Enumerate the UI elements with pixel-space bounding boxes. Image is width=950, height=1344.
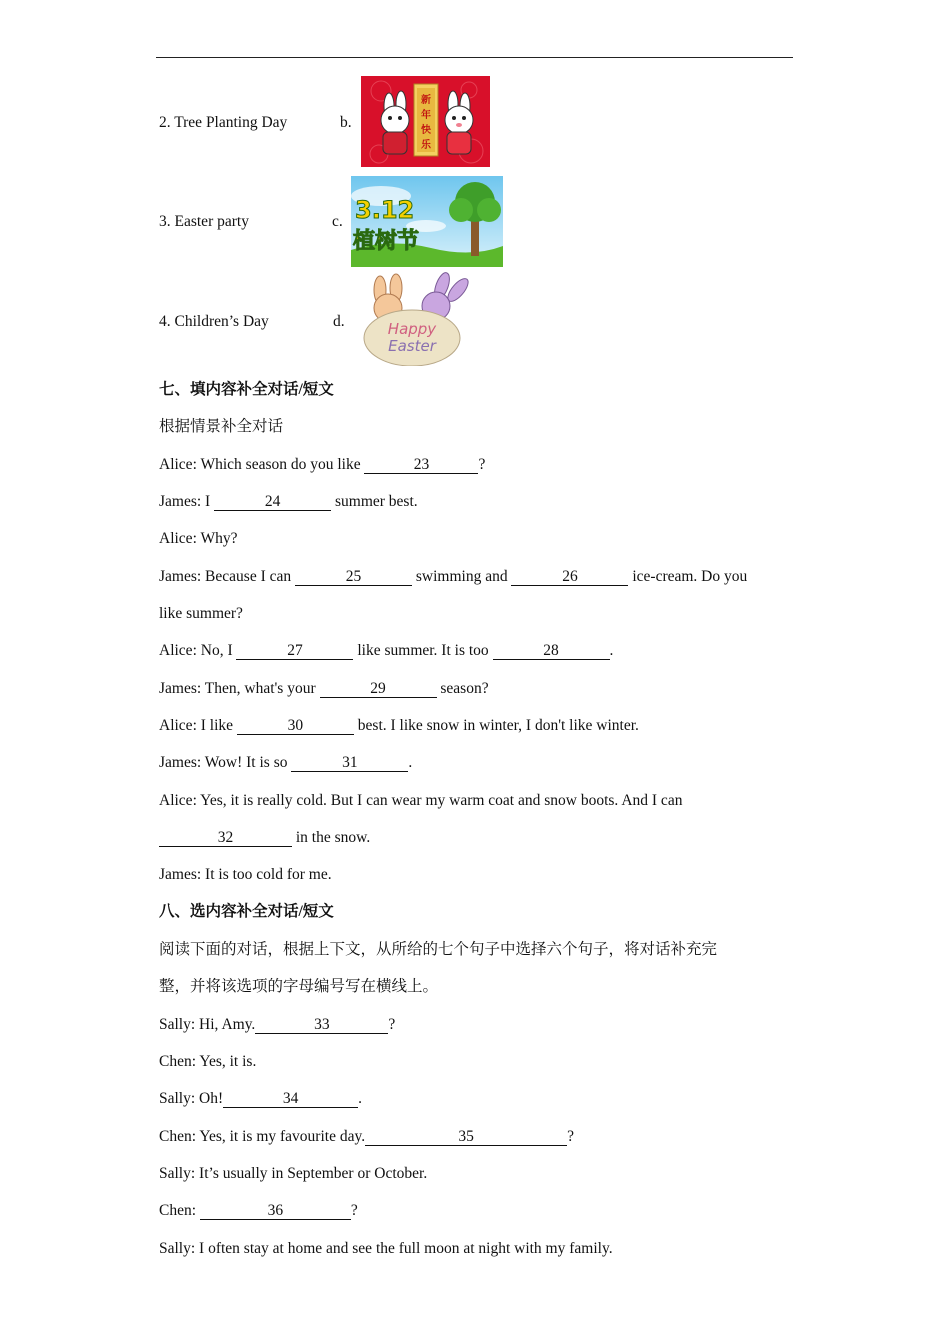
dialogue-line: James: Wow! It is so 31 .: [159, 754, 413, 771]
dialogue-line: Alice: Why?: [159, 530, 238, 547]
blank-36[interactable]: 36: [200, 1202, 351, 1220]
header-rule: [156, 57, 793, 58]
svg-text:年: 年: [421, 110, 431, 121]
section7-title: 七、填内容补全对话/短文: [159, 381, 334, 398]
dialogue-line: Sally: Oh! 34 .: [159, 1090, 363, 1107]
blank-32[interactable]: 32: [159, 829, 292, 847]
dialogue-line: 32 in the snow.: [159, 828, 370, 848]
easter-text-1: Happy: [387, 320, 437, 338]
tree-planting-day-image: [351, 176, 503, 267]
svg-text:乐: 乐: [421, 140, 431, 151]
blank-34[interactable]: 34: [223, 1090, 358, 1108]
dialogue-line: like summer?: [159, 605, 243, 622]
dialogue-line: Sally: Hi, Amy. 33 ?: [159, 1016, 396, 1033]
blank-23[interactable]: 23: [364, 456, 478, 474]
svg-text:植树节: 植树节: [353, 229, 420, 254]
dialogue-line: James: I 24 summer best.: [159, 493, 418, 510]
match-item-2: 2. Tree Planting Day: [159, 114, 288, 131]
happy-easter-image: [354, 272, 484, 366]
blank-33[interactable]: 33: [255, 1016, 388, 1034]
blank-25[interactable]: 25: [295, 568, 412, 586]
blank-29[interactable]: 29: [320, 680, 437, 698]
blank-24[interactable]: 24: [214, 493, 331, 511]
blank-31[interactable]: 31: [291, 754, 408, 772]
dialogue-line: James: Then, what's your 29 season?: [159, 680, 489, 697]
dialogue-line: James: It is too cold for me.: [159, 866, 332, 883]
svg-text:3.12: 3.12: [355, 196, 415, 224]
dialogue-line: Sally: It’s usually in September or October.: [159, 1165, 428, 1182]
dialogue-line: Alice: I like 30 best. I like snow in winter, I don't like winter.: [159, 717, 639, 734]
dialogue-line: Alice: No, I 27 like summer. It is too 28 .: [159, 642, 614, 659]
dialogue-line: Chen: 36 ?: [159, 1202, 358, 1219]
blank-27[interactable]: 27: [236, 642, 353, 660]
svg-text:快: 快: [421, 125, 431, 136]
blank-26[interactable]: 26: [511, 568, 628, 586]
match-item-4: 4. Children’s Day: [159, 313, 269, 330]
dialogue-line: James: Because I can 25 swimming and 26 ice-cream. Do you: [159, 568, 748, 585]
section8-title: 八、选内容补全对话/短文: [159, 903, 334, 920]
easter-text-2: Easter: [388, 337, 436, 355]
dialogue-line: Alice: Which season do you like 23 ?: [159, 456, 486, 473]
match-item-3: 3. Easter party: [159, 213, 249, 230]
svg-text:新: 新: [421, 95, 431, 106]
dialogue-line: Chen: Yes, it is my favourite day. 35 ?: [159, 1128, 574, 1145]
blank-28[interactable]: 28: [493, 642, 610, 660]
match-letter-b: b.: [340, 114, 352, 131]
new-year-rabbits-image: [361, 76, 490, 167]
match-letter-c: c.: [332, 213, 343, 230]
dialogue-line: Sally: I often stay at home and see the full moon at night with my family.: [159, 1240, 613, 1257]
match-letter-d: d.: [333, 313, 345, 330]
dialogue-line: Chen: Yes, it is.: [159, 1053, 257, 1070]
blank-35[interactable]: 35: [365, 1128, 567, 1146]
section7-instruction: 根据情景补全对话: [159, 418, 284, 435]
section8-instruction: 阅读下面的对话，根据上下文，从所给的七个句子中选择六个句子，将对话补充完: [159, 941, 718, 958]
section8-instruction: 整，并将该选项的字母编号写在横线上。: [159, 978, 439, 995]
blank-30[interactable]: 30: [237, 717, 354, 735]
dialogue-line: Alice: Yes, it is really cold. But I can wear my warm coat and snow boots. And I can: [159, 792, 683, 809]
